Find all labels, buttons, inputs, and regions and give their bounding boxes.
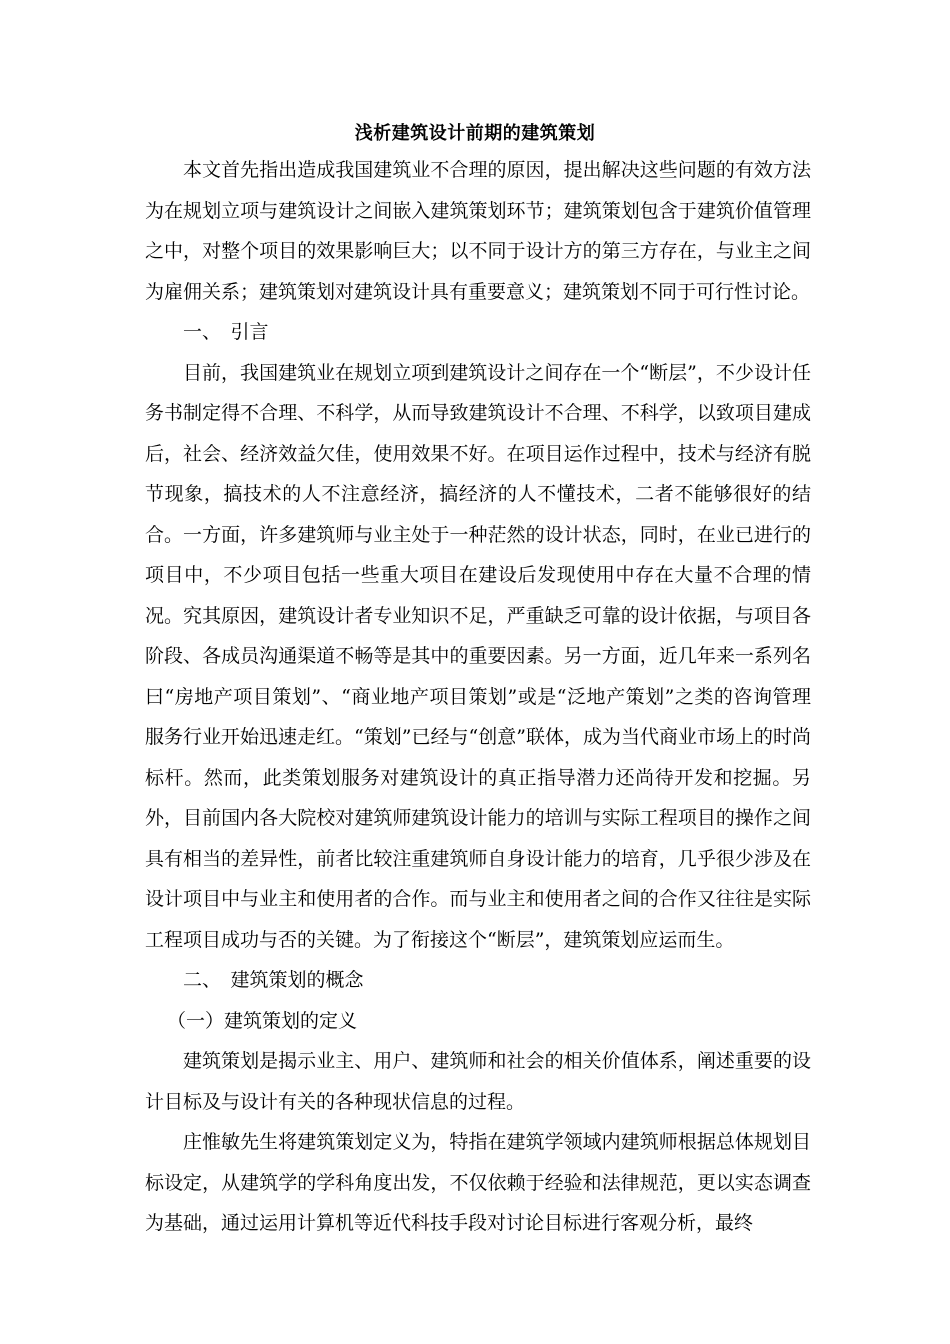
section-heading-concept: 二、 建筑策划的概念	[183, 969, 364, 991]
document-title: 浅析建筑设计前期的建筑策划	[354, 123, 596, 144]
abstract-paragraph: 本文首先指出造成我国建筑业不合理的原因，提出解决这些问题的有效方法为在规划立项与建筑设计之间嵌入建筑策划环节；建筑策划包含于建筑价值管理之中，对整个项目的效果影响巨大；以不同于设计方的第三方存在，与业主之间为雇佣关系；建筑策划对建筑设计具有重要意义；建筑策划不同于可行性讨论。	[145, 159, 811, 303]
document-body	[145, 150, 811, 1244]
body-paragraph: 庄惟敏先生将建筑策划定义为，特指在建筑学领域内建筑师根据总体规划目标设定，从建筑学的学科角度出发，不仅依赖于经验和法律规范，更以实态调查为基础，通过运用计算机等近代科技手段对讨论目标进行客观分析，最终	[145, 1131, 811, 1234]
section-heading-introduction: 一、 引言	[183, 321, 269, 343]
body-paragraph: 目前，我国建筑业在规划立项到建筑设计之间存在一个“断层”，不少设计任务书制定得不合理、不科学，从而导致建筑设计不合理、不科学，以致项目建成后，社会、经济效益欠佳，使用效果不好。在项目运作过程中，技术与经济有脱节现象，搞技术的人不注意经济，搞经济的人不懂技术，二者不能够很好的结合。一方面，许多建筑师与业主处于一种茫然的设计状态，同时，在业已进行的项目中，不少项目包括一些重大项目在建设后发现使用中存在大量不合理的情况。究其原因，建筑设计者专业知识不足，严重缺乏可靠的设计依据，与项目各阶段、各成员沟通渠道不畅等是其中的重要因素。另一方面，近几年来一系列名曰“房地产项目策划”、“商业地产项目策划”或是“泛地产策划”之类的咨询管理服务行业开始迅速走红。“策划”已经与“创意”联体，成为当代商业市场上的时尚标杆。然而，此类策划服务对建筑设计的真正指导潜力还尚待开发和挖掘。另外，目前国内各大院校对建筑师建筑设计能力的培训与实际工程项目的操作之间具有相当的差异性，前者比较注重建筑师自身设计能力的培育，几乎很少涉及在设计项目中与业主和使用者的合作。而与业主和使用者之间的合作又往往是实际工程项目成功与否的关键。为了衔接这个“断层”，建筑策划应运而生。	[145, 361, 811, 951]
body-paragraph: 建筑策划是揭示业主、用户、建筑师和社会的相关价值体系，阐述重要的设计目标及与设计有关的各种现状信息的过程。	[145, 1050, 811, 1113]
subsection-heading-definition: （一）建筑策划的定义	[167, 1009, 358, 1032]
